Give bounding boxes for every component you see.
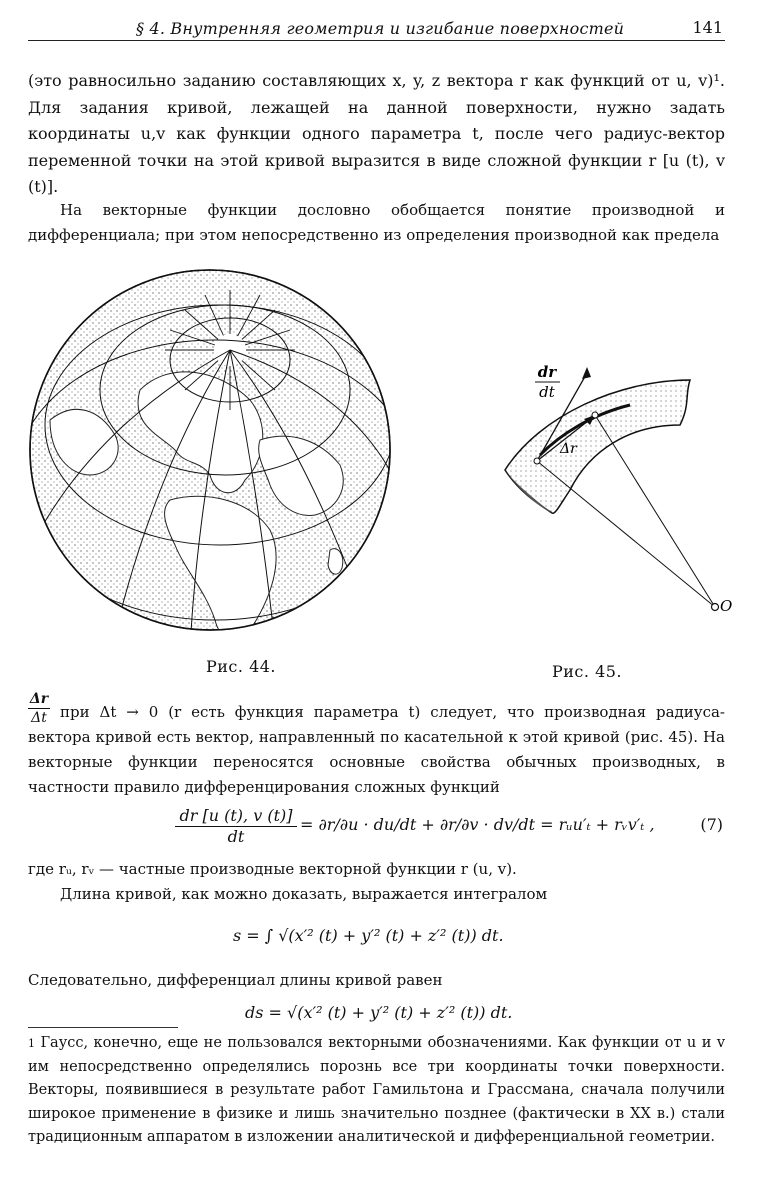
footnote-text: Гаусс, конечно, еще не пользовался векторными обозначениями. Как функции от u и v им непосредственно определялись порознь все три координаты точки поверхности. Векторы, появившиеся в результате работ Гамильтона и Грассмана, сначала получили широкое применение в физике и лишь значительно позднее (фактически в XX в.) стали традиционным аппаратом в изложении аналитической и дифференциальной геометрии. [28, 1035, 726, 1145]
page-number: 141 [692, 18, 723, 37]
eq7-lhs-numerator: dr [u (t), v (t)] [175, 806, 297, 827]
figure-44-globe [20, 250, 400, 655]
eq7-lhs-denominator: dt [227, 827, 245, 846]
footnote [28, 1032, 725, 1150]
label-delta-r: Δr [560, 441, 577, 457]
footnote-marker: 1 [28, 1037, 35, 1050]
paragraph-1: (это равносильно заданию составляющих x, y, z вектора r как функций от u, v)¹. Для задания кривой, лежащей на данной поверхности, нужно задать координаты u,v как функции одного параметра t, после чего радиус-вектор переменной точки на этой кривой выразится в виде сложной функции r [u (t), v (t)]. [28, 71, 725, 196]
fraction-denominator: Δt [31, 710, 47, 726]
eq7-number: (7) [700, 815, 723, 834]
equation-arc-length: s = ∫ √(x′² (t) + y′² (t) + z′² (t)) dt. [233, 926, 504, 945]
running-title: § 4. Внутренняя геометрия и изгибание поверхностей [136, 19, 625, 38]
paragraph-3: при Δt → 0 (r есть функция параметра t) следует, что производная радиуса-вектора кривой есть вектор, направленный по касательной к этой кривой (рис. 45). На векторные функции переносятся основные свойства обычных производных, в частности правило дифференцирования сложных функций [28, 703, 725, 796]
figure-45-caption: Рис. 45. [552, 662, 623, 681]
eq7-rhs: = ∂r/∂u · du/dt + ∂r/∂v · dv/dt = rᵤu′ₜ + rᵥv′ₜ , [300, 815, 655, 834]
figure-45-diagram [480, 355, 740, 630]
equation-arc-differential: ds = √(x′² (t) + y′² (t) + z′² (t)) dt. [245, 1003, 513, 1022]
eq7-lhs-fraction [175, 806, 297, 847]
label-origin: O [720, 597, 733, 615]
fraction-numerator: Δr [29, 691, 49, 707]
paragraph-5: Длина кривой, как можно доказать, выражается интегралом [60, 885, 548, 903]
label-dr: dr [537, 363, 557, 381]
figure-44-caption: Рис. 44. [206, 657, 277, 676]
paragraph-6: Следовательно, дифференциал длины кривой равен [28, 971, 443, 989]
paragraph-4: где rᵤ, rᵥ — частные производные векторной функции r (u, v). [28, 860, 517, 878]
label-dt: dt [539, 383, 555, 401]
running-header [28, 14, 725, 41]
paragraph-2: На векторные функции дословно обобщается понятие производной и дифференциала; при этом непосредственно из определения производной как предела [28, 201, 725, 244]
footnote-rule [28, 1027, 178, 1028]
